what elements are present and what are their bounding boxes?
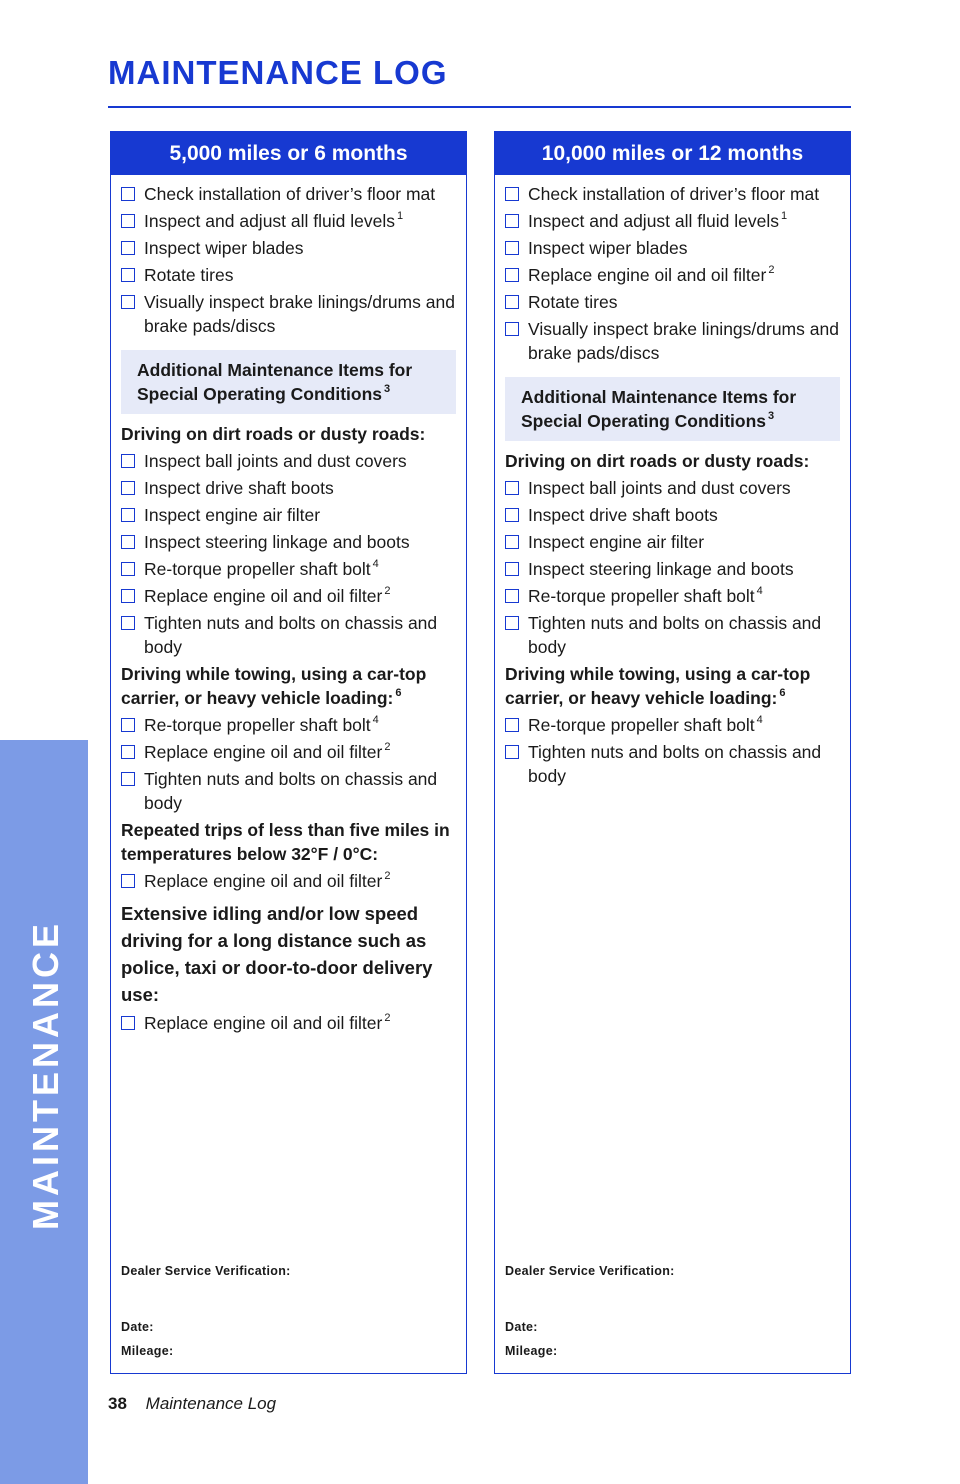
checkbox[interactable] — [121, 616, 135, 630]
special-conditions-title: Additional Maintenance Items for Special Operating Conditions — [137, 360, 413, 404]
mileage-label: Mileage: — [121, 1344, 174, 1358]
checklist-item-text — [144, 611, 456, 659]
item-label: Replace engine oil and oil filter — [144, 1013, 383, 1033]
condition-heading — [121, 422, 456, 446]
footnote-ref: 2 — [384, 1012, 391, 1024]
checklist-item-text — [528, 740, 840, 788]
column-header: 5,000 miles or 6 months — [111, 132, 466, 175]
checklist-item — [505, 476, 840, 500]
checklist-item — [121, 236, 456, 260]
item-label: Replace engine oil and oil filter — [144, 742, 383, 762]
checklist-item — [505, 503, 840, 527]
checklist-item-text — [528, 611, 840, 659]
item-label: Inspect wiper blades — [528, 238, 688, 258]
checklist-item — [121, 584, 456, 608]
condition-title: Extensive idling and/or low speed driving for a long distance such as police, taxi or door-to-door delivery use: — [121, 903, 433, 1005]
item-label: Inspect ball joints and dust covers — [144, 451, 407, 471]
checkbox[interactable] — [505, 241, 519, 255]
checklist-item — [121, 503, 456, 527]
checklist-item-text — [528, 263, 774, 287]
checklist-item — [505, 209, 840, 233]
checkbox[interactable] — [121, 589, 135, 603]
item-label: Inspect wiper blades — [144, 238, 304, 258]
checklist-item — [505, 557, 840, 581]
checklist-item-text — [528, 503, 720, 527]
item-label: Replace engine oil and oil filter — [144, 871, 383, 891]
checkbox[interactable] — [121, 1016, 135, 1030]
item-label: Inspect drive shaft boots — [144, 478, 334, 498]
checkbox[interactable] — [121, 268, 135, 282]
checklist-item-text — [528, 584, 763, 608]
checklist-item-text — [528, 236, 690, 260]
checkbox[interactable] — [505, 535, 519, 549]
column-header: 10,000 miles or 12 months — [495, 132, 850, 175]
checkbox[interactable] — [505, 295, 519, 309]
checkbox[interactable] — [505, 214, 519, 228]
item-label: Replace engine oil and oil filter — [144, 586, 383, 606]
checklist-item — [505, 584, 840, 608]
checklist-item-text — [144, 740, 390, 764]
condition-title: Driving on dirt roads or dusty roads: — [505, 451, 810, 471]
item-label: Tighten nuts and bolts on chassis and body — [528, 742, 822, 786]
item-label: Check installation of driver’s floor mat — [528, 184, 820, 204]
checklist-item-text — [528, 530, 706, 554]
checklist-item-text — [144, 1011, 390, 1035]
checklist-item — [505, 182, 840, 206]
item-label: Inspect ball joints and dust covers — [528, 478, 791, 498]
checklist-item — [505, 740, 840, 788]
side-tab-label: MAINTENANCE — [25, 920, 66, 1230]
item-label: Replace engine oil and oil filter — [528, 265, 767, 285]
checklist-item — [505, 317, 840, 365]
checklist-item-text — [144, 263, 235, 287]
checklist-item-text — [528, 713, 763, 737]
special-conditions-title: Additional Maintenance Items for Special Operating Conditions — [521, 387, 797, 431]
item-label: Re-torque propeller shaft bolt — [528, 715, 755, 735]
checkbox[interactable] — [505, 481, 519, 495]
checklist-item-text — [144, 290, 456, 338]
checkbox[interactable] — [505, 745, 519, 759]
checklist-item-text — [144, 713, 379, 737]
footnote-ref: 3 — [384, 383, 391, 395]
checkbox[interactable] — [121, 535, 135, 549]
date-label: Date: — [121, 1320, 154, 1334]
condition-heading — [505, 449, 840, 473]
footnote-ref: 2 — [384, 585, 391, 597]
footnote-ref: 6 — [395, 687, 402, 699]
page-title: MAINTENANCE LOG — [108, 54, 448, 91]
checklist-item — [505, 290, 840, 314]
checklist-item — [121, 263, 456, 287]
checklist-item — [121, 557, 456, 581]
footer-text: Maintenance Log — [145, 1394, 277, 1413]
special-conditions-box — [121, 350, 456, 414]
condition-heading — [121, 662, 456, 710]
checkbox[interactable] — [505, 187, 519, 201]
checklist-item — [505, 236, 840, 260]
checkbox[interactable] — [121, 481, 135, 495]
checkbox[interactable] — [121, 241, 135, 255]
checklist-item-text — [144, 869, 390, 893]
checkbox[interactable] — [505, 322, 519, 336]
item-label: Visually inspect brake linings/drums and brake pads/discs — [528, 319, 839, 363]
checkbox[interactable] — [121, 295, 135, 309]
item-label: Inspect and adjust all fluid levels — [144, 211, 395, 231]
checklist-item-text — [528, 476, 793, 500]
checkbox[interactable] — [121, 874, 135, 888]
checklist-item-text — [528, 557, 796, 581]
checklist-item — [121, 209, 456, 233]
checklist-item — [121, 611, 456, 659]
checklist-item-text — [144, 449, 409, 473]
checklist-item — [121, 869, 456, 893]
checkbox[interactable] — [121, 508, 135, 522]
column-body — [495, 175, 850, 788]
footnote-ref: 2 — [384, 870, 391, 882]
checkbox[interactable] — [121, 745, 135, 759]
column-5000-miles — [110, 131, 467, 1374]
page-footer — [108, 1394, 276, 1414]
footnote-ref: 1 — [780, 210, 788, 222]
checklist-item — [121, 740, 456, 764]
checkbox[interactable] — [505, 718, 519, 732]
checklist-item-text — [144, 584, 390, 608]
checklist-item-text — [144, 209, 403, 233]
date-label: Date: — [505, 1320, 538, 1334]
item-label: Inspect engine air filter — [144, 505, 321, 525]
item-label: Inspect steering linkage and boots — [144, 532, 410, 552]
condition-title: Repeated trips of less than five miles in temperatures below 32°F / 0°C: — [121, 820, 450, 864]
page-number: 38 — [108, 1394, 127, 1413]
column-body — [111, 175, 466, 1035]
item-label: Tighten nuts and bolts on chassis and body — [144, 769, 438, 813]
item-label: Rotate tires — [144, 265, 234, 285]
checklist-item — [505, 713, 840, 737]
checklist-item — [121, 449, 456, 473]
checklist-item — [121, 1011, 456, 1035]
footnote-ref: 6 — [779, 687, 786, 699]
footnote-ref: 4 — [372, 558, 379, 570]
condition-heading — [121, 900, 456, 1008]
checklist-item — [121, 767, 456, 815]
checklist-item-text — [144, 182, 437, 206]
footnote-ref: 4 — [756, 585, 763, 597]
checklist-item — [121, 182, 456, 206]
mileage-label: Mileage: — [505, 1344, 558, 1358]
checkbox[interactable] — [121, 772, 135, 786]
condition-title: Driving on dirt roads or dusty roads: — [121, 424, 426, 444]
special-conditions-box — [505, 377, 840, 441]
condition-title: Driving while towing, using a car-top carrier, or heavy vehicle loading: — [121, 664, 427, 708]
condition-heading — [505, 662, 840, 710]
footnote-ref: 4 — [372, 714, 379, 726]
item-label: Check installation of driver’s floor mat — [144, 184, 436, 204]
checklist-item — [121, 476, 456, 500]
item-label: Rotate tires — [528, 292, 618, 312]
checkbox[interactable] — [121, 718, 135, 732]
checkbox[interactable] — [505, 268, 519, 282]
checklist-item — [505, 263, 840, 287]
footnote-ref: 2 — [384, 741, 391, 753]
item-label: Re-torque propeller shaft bolt — [144, 559, 371, 579]
checkbox[interactable] — [121, 454, 135, 468]
item-label: Inspect steering linkage and boots — [528, 559, 794, 579]
checklist-item — [121, 530, 456, 554]
checkbox[interactable] — [121, 187, 135, 201]
checklist-item-text — [528, 209, 787, 233]
checkbox[interactable] — [121, 562, 135, 576]
checkbox[interactable] — [505, 589, 519, 603]
item-label: Visually inspect brake linings/drums and brake pads/discs — [144, 292, 455, 336]
checklist-item-text — [144, 503, 322, 527]
checklist-item — [505, 530, 840, 554]
item-label: Tighten nuts and bolts on chassis and body — [528, 613, 822, 657]
checklist-item-text — [528, 317, 840, 365]
footnote-ref: 2 — [768, 264, 775, 276]
condition-title: Driving while towing, using a car-top carrier, or heavy vehicle loading: — [505, 664, 811, 708]
checklist-item — [121, 290, 456, 338]
checklist-item-text — [144, 476, 336, 500]
checkbox[interactable] — [505, 616, 519, 630]
checklist-item-text — [144, 236, 306, 260]
item-label: Inspect engine air filter — [528, 532, 705, 552]
checklist-item-text — [528, 290, 619, 314]
footnote-ref: 3 — [768, 410, 775, 422]
item-label: Tighten nuts and bolts on chassis and body — [144, 613, 438, 657]
item-label: Re-torque propeller shaft bolt — [144, 715, 371, 735]
item-label: Re-torque propeller shaft bolt — [528, 586, 755, 606]
footnote-ref: 4 — [756, 714, 763, 726]
footnote-ref: 1 — [396, 210, 404, 222]
checklist-item-text — [144, 530, 412, 554]
column-10000-miles — [494, 131, 851, 1374]
checklist-item — [505, 611, 840, 659]
title-divider — [108, 106, 851, 108]
checklist-item-text — [528, 182, 821, 206]
checkbox[interactable] — [505, 562, 519, 576]
checklist-item-text — [144, 767, 456, 815]
checklist-item — [121, 713, 456, 737]
item-label: Inspect and adjust all fluid levels — [528, 211, 779, 231]
checkbox[interactable] — [121, 214, 135, 228]
checklist-item-text — [144, 557, 379, 581]
dealer-verification-label: Dealer Service Verification: — [505, 1264, 675, 1278]
condition-heading — [121, 818, 456, 866]
checkbox[interactable] — [505, 508, 519, 522]
dealer-verification-label: Dealer Service Verification: — [121, 1264, 291, 1278]
item-label: Inspect drive shaft boots — [528, 505, 718, 525]
